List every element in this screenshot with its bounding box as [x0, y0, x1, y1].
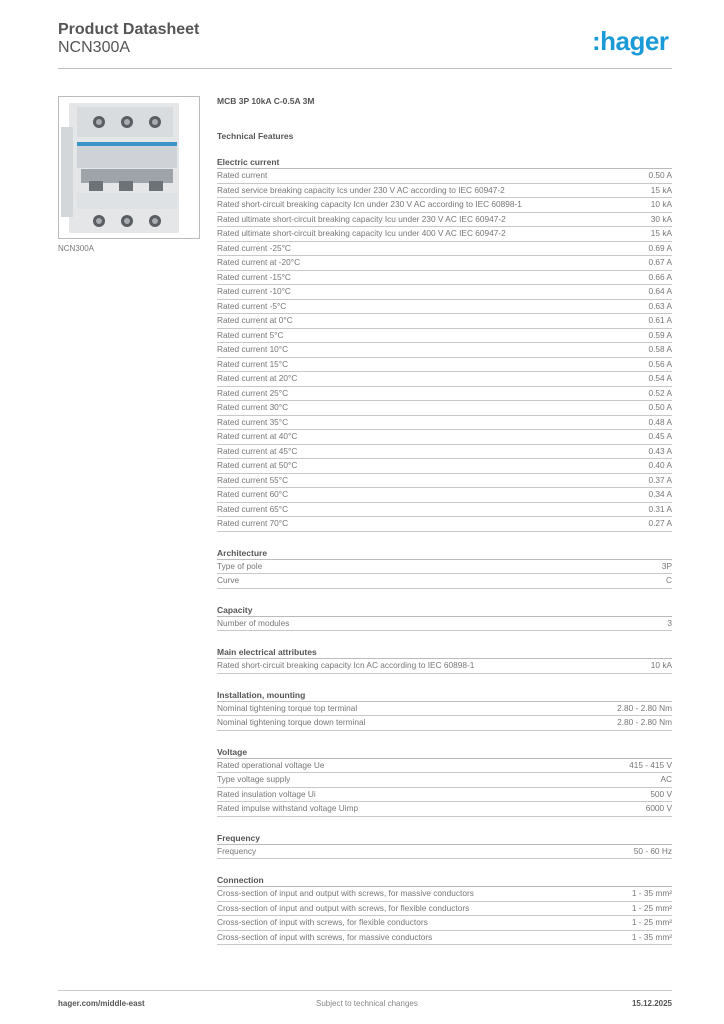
spec-value: 6000 V: [645, 803, 672, 813]
spec-value: 50 - 60 Hz: [633, 845, 672, 856]
section-title: Frequency: [217, 832, 672, 845]
spec-value: 2.80 - 2.80 Nm: [617, 702, 672, 713]
spec-value: 30 kA: [650, 213, 672, 224]
spec-label: Number of modules: [217, 617, 290, 628]
spec-label: Rated current -10°C: [217, 286, 291, 296]
spec-row: [217, 271, 672, 286]
spec-label: Rated insulation voltage Ui: [217, 788, 316, 799]
spec-value: 1 - 35 mm²: [631, 931, 672, 942]
section-title: Connection: [217, 874, 672, 887]
spec-row: [217, 503, 672, 518]
spec-value: 0.69 A: [648, 242, 672, 253]
section-title: Capacity: [217, 604, 672, 617]
spec-label: Cross-section of input and output with screws, for flexible conductors: [217, 902, 470, 913]
spec-value: 0.48 A: [648, 416, 672, 427]
spec-row: [217, 445, 672, 460]
section-title: Voltage: [217, 746, 672, 759]
spec-value: 0.50 A: [648, 170, 672, 180]
spec-label: Rated current: [217, 170, 268, 180]
spec-value: 0.56 A: [648, 358, 672, 369]
hager-logo: :hager: [592, 26, 669, 56]
spec-row: [217, 227, 672, 242]
spec-value: 3P: [661, 560, 672, 571]
product-name: MCB 3P 10kA C-0.5A 3M: [217, 96, 315, 106]
spec-value: 0.59 A: [648, 329, 672, 340]
spec-row: [217, 659, 672, 674]
spec-row: [217, 329, 672, 344]
spec-value: 0.54 A: [648, 373, 672, 383]
spec-row: [217, 802, 672, 817]
spec-value: 0.64 A: [648, 286, 672, 296]
section-title: Architecture: [217, 547, 672, 560]
spec-row: [217, 242, 672, 257]
spec-row: [217, 887, 672, 902]
spec-row: [217, 213, 672, 228]
circuit-breaker-icon: [59, 97, 199, 238]
spec-value: 415 - 415 V: [629, 759, 672, 770]
technical-content: [217, 96, 672, 945]
spec-row: [217, 300, 672, 315]
spec-label: Nominal tightening torque top terminal: [217, 702, 358, 713]
spec-label: Rated current at -20°C: [217, 257, 301, 267]
spec-label: Rated current 30°C: [217, 402, 289, 412]
spec-row: [217, 372, 672, 387]
spec-section: [217, 689, 672, 731]
spec-row: [217, 343, 672, 358]
spec-label: Rated current 55°C: [217, 474, 289, 485]
section-title: Electric current: [217, 156, 672, 169]
spec-label: Type of pole: [217, 560, 263, 571]
spec-value: 10 kA: [650, 660, 672, 670]
spec-row: [217, 256, 672, 271]
spec-value: 0.43 A: [648, 445, 672, 456]
spec-row: [217, 759, 672, 774]
footer-website-link[interactable]: hager.com/middle-east: [58, 999, 145, 1008]
spec-value: 1 - 25 mm²: [631, 917, 672, 927]
spec-section: [217, 874, 672, 945]
spec-row: [217, 416, 672, 431]
spec-row: [217, 617, 672, 632]
spec-row: [217, 430, 672, 445]
spec-label: Rated current 35°C: [217, 416, 289, 427]
spec-section: [217, 547, 672, 589]
spec-row: [217, 474, 672, 489]
spec-value: 0.67 A: [648, 257, 672, 267]
spec-label: Rated current at 0°C: [217, 315, 293, 325]
spec-row: [217, 560, 672, 575]
spec-section: [217, 604, 672, 632]
header-divider: [58, 68, 672, 69]
technical-features-title: Technical Features: [217, 131, 294, 141]
spec-value: 500 V: [650, 788, 672, 799]
spec-section: [217, 746, 672, 817]
spec-value: 0.40 A: [648, 460, 672, 470]
spec-row: [217, 902, 672, 917]
spec-row: [217, 198, 672, 213]
spec-value: 15 kA: [650, 184, 672, 195]
spec-label: Rated current at 20°C: [217, 373, 298, 383]
spec-value: 2.80 - 2.80 Nm: [617, 717, 672, 727]
spec-value: AC: [660, 774, 672, 784]
spec-label: Rated current at 45°C: [217, 445, 298, 456]
spec-section: [217, 156, 672, 532]
spec-label: Rated current 15°C: [217, 358, 289, 369]
spec-value: 0.58 A: [648, 344, 672, 354]
spec-label: Rated service breaking capacity Ics under 230 V AC according to IEC 60947-2: [217, 184, 505, 195]
product-image: [58, 96, 200, 239]
spec-label: Nominal tightening torque down terminal: [217, 717, 366, 727]
spec-row: [217, 184, 672, 199]
spec-label: Rated ultimate short-circuit breaking capacity Icu under 230 V AC IEC 60947-2: [217, 213, 506, 224]
spec-row: [217, 387, 672, 402]
spec-value: C: [666, 575, 672, 585]
spec-label: Rated current -5°C: [217, 300, 287, 311]
spec-label: Rated current 10°C: [217, 344, 289, 354]
section-title: Installation, mounting: [217, 689, 672, 702]
spec-value: 0.52 A: [648, 387, 672, 398]
spec-row: [217, 788, 672, 803]
spec-label: Rated current at 40°C: [217, 431, 298, 441]
spec-label: Rated current -25°C: [217, 242, 291, 253]
spec-section: [217, 832, 672, 860]
section-title: Main electrical attributes: [217, 646, 672, 659]
spec-row: [217, 517, 672, 532]
footer-note: Subject to technical changes: [316, 999, 418, 1008]
spec-value: 15 kA: [650, 228, 672, 238]
spec-value: 0.61 A: [648, 315, 672, 325]
spec-row: [217, 716, 672, 731]
spec-value: 10 kA: [650, 199, 672, 209]
footer-divider: [58, 990, 672, 991]
spec-label: Type voltage supply: [217, 774, 291, 784]
spec-label: Rated ultimate short-circuit breaking capacity Icu under 400 V AC IEC 60947-2: [217, 228, 506, 238]
spec-label: Rated current 60°C: [217, 489, 289, 499]
spec-label: Rated short-circuit breaking capacity Icn under 230 V AC according to IEC 60898-1: [217, 199, 522, 209]
spec-value: 0.45 A: [648, 431, 672, 441]
spec-label: Rated impulse withstand voltage Uimp: [217, 803, 359, 813]
spec-label: Rated current 5°C: [217, 329, 284, 340]
header-title: Product Datasheet: [58, 21, 200, 38]
product-image-caption: NCN300A: [58, 244, 95, 253]
spec-label: Cross-section of input with screws, for flexible conductors: [217, 917, 428, 927]
spec-value: 0.66 A: [648, 271, 672, 282]
spec-value: 0.50 A: [648, 402, 672, 412]
spec-row: [217, 401, 672, 416]
spec-value: 0.37 A: [648, 474, 672, 485]
spec-row: [217, 459, 672, 474]
spec-section: [217, 646, 672, 674]
spec-value: 0.63 A: [648, 300, 672, 311]
header-subtitle: NCN300A: [58, 39, 131, 56]
spec-row: [217, 169, 672, 184]
spec-label: Rated short-circuit breaking capacity Icn AC according to IEC 60898-1: [217, 660, 475, 670]
spec-row: [217, 574, 672, 589]
spec-value: 1 - 25 mm²: [631, 902, 672, 913]
spec-label: Cross-section of input and output with screws, for massive conductors: [217, 888, 474, 898]
spec-value: 0.34 A: [648, 489, 672, 499]
spec-row: [217, 488, 672, 503]
spec-row: [217, 702, 672, 717]
spec-label: Rated current 70°C: [217, 518, 289, 528]
spec-value: 0.27 A: [648, 518, 672, 528]
spec-label: Cross-section of input with screws, for massive conductors: [217, 931, 433, 942]
footer-date: 15.12.2025: [631, 999, 672, 1008]
spec-label: Frequency: [217, 845, 257, 856]
spec-row: [217, 916, 672, 931]
spec-label: Rated current 65°C: [217, 503, 289, 514]
spec-value: 0.31 A: [648, 503, 672, 514]
spec-row: [217, 773, 672, 788]
spec-row: [217, 358, 672, 373]
spec-row: [217, 931, 672, 946]
spec-row: [217, 845, 672, 860]
spec-value: 1 - 35 mm²: [631, 888, 672, 898]
spec-label: Rated current 25°C: [217, 387, 289, 398]
spec-sections: [217, 156, 672, 945]
spec-label: Rated operational voltage Ue: [217, 759, 325, 770]
spec-row: [217, 314, 672, 329]
spec-value: 3: [667, 617, 672, 628]
spec-row: [217, 285, 672, 300]
spec-label: Rated current -15°C: [217, 271, 291, 282]
spec-label: Rated current at 50°C: [217, 460, 298, 470]
spec-label: Curve: [217, 575, 240, 585]
